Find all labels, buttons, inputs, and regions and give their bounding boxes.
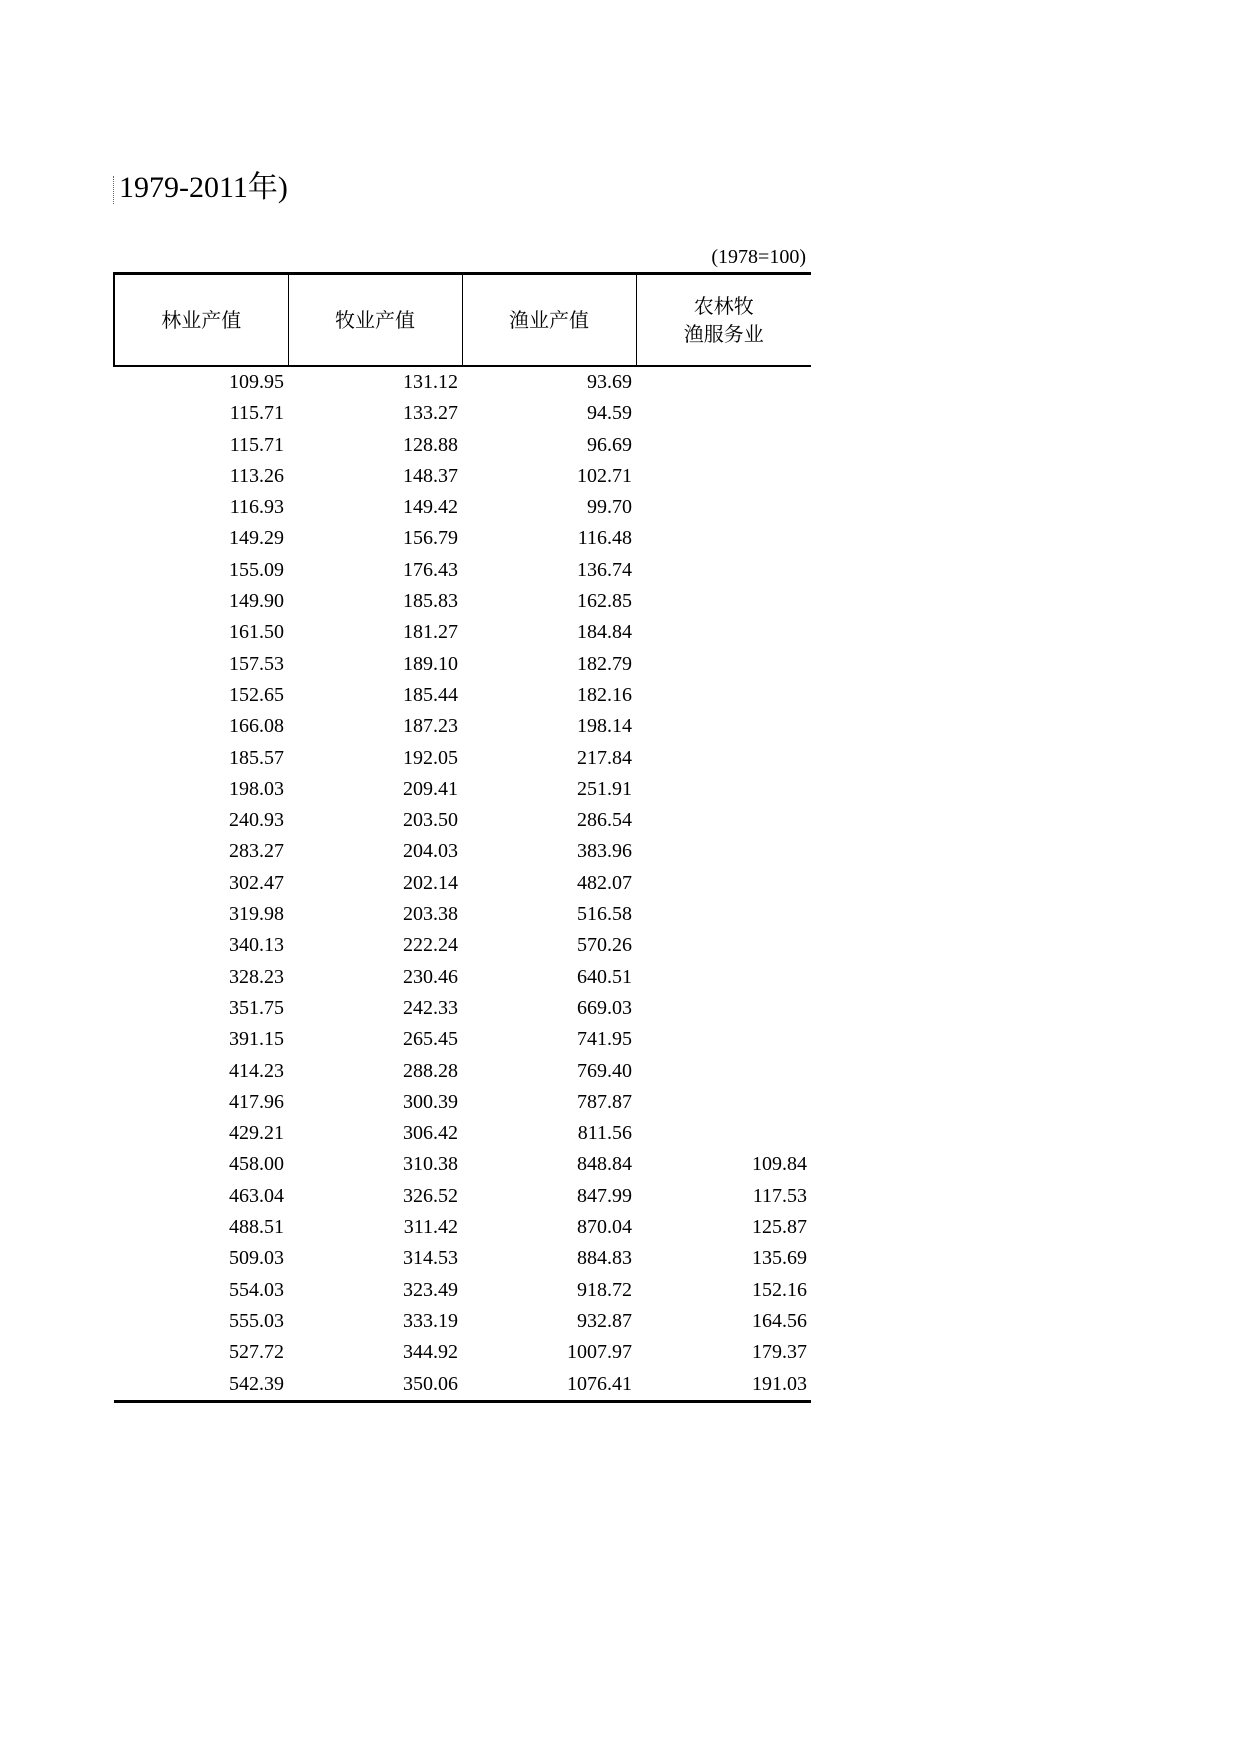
title-text: 1979-2011年) <box>119 171 288 204</box>
index-table <box>113 272 811 1403</box>
cell-animal-husbandry: 300.39 <box>403 1090 458 1113</box>
cell-fishery: 102.71 <box>577 464 632 487</box>
cell-services <box>636 555 811 586</box>
cell-forestry: 417.96 <box>229 1090 284 1113</box>
table-row <box>114 1056 811 1087</box>
cell-services: 152.16 <box>752 1278 807 1301</box>
cell-forestry: 113.26 <box>229 464 284 487</box>
cell-fishery: 1076.41 <box>462 1369 636 1402</box>
table-row <box>114 430 811 461</box>
cell-animal-husbandry: 333.19 <box>403 1309 458 1332</box>
index-table-container <box>113 272 810 1403</box>
cell-forestry: 488.51 <box>229 1216 284 1239</box>
table-row <box>114 868 811 899</box>
cell-animal-husbandry: 204.03 <box>403 840 458 863</box>
cell-animal-husbandry: 128.88 <box>403 433 458 456</box>
cell-services <box>636 805 811 836</box>
cell-forestry: 458.00 <box>229 1153 284 1176</box>
table-header <box>114 274 811 367</box>
clipped-text-edge <box>113 176 116 204</box>
cell-animal-husbandry: 187.23 <box>403 715 458 738</box>
cell-animal-husbandry: 326.52 <box>403 1184 458 1207</box>
cell-animal-husbandry: 149.42 <box>403 496 458 519</box>
cell-forestry: 116.93 <box>229 496 284 519</box>
cell-animal-husbandry: 148.37 <box>403 464 458 487</box>
table-row <box>114 962 811 993</box>
table-row <box>114 1024 811 1055</box>
cell-services <box>636 1087 811 1118</box>
cell-forestry: 157.53 <box>229 652 284 675</box>
header-services-line1: 农林牧 <box>693 294 754 318</box>
cell-forestry: 509.03 <box>229 1247 284 1270</box>
cell-services <box>636 1056 811 1087</box>
cell-services: 109.84 <box>752 1153 807 1176</box>
table-row <box>114 1337 811 1368</box>
cell-services <box>636 899 811 930</box>
cell-forestry: 149.90 <box>229 590 284 613</box>
cell-fishery: 769.40 <box>577 1059 632 1082</box>
header-animal-husbandry: 牧业产值 <box>288 274 462 367</box>
table-row <box>114 492 811 523</box>
cell-services <box>636 993 811 1024</box>
cell-fishery: 884.83 <box>577 1247 632 1270</box>
cell-forestry: 555.03 <box>229 1309 284 1332</box>
cell-animal-husbandry: 203.38 <box>403 903 458 926</box>
cell-fishery: 182.79 <box>577 652 632 675</box>
cell-forestry: 161.50 <box>229 621 284 644</box>
cell-services <box>636 430 811 461</box>
table-row <box>114 1369 811 1402</box>
table-row <box>114 649 811 680</box>
cell-animal-husbandry: 350.06 <box>288 1369 462 1402</box>
cell-animal-husbandry: 230.46 <box>403 965 458 988</box>
cell-fishery: 96.69 <box>587 433 632 456</box>
cell-services <box>636 836 811 867</box>
cell-services <box>636 649 811 680</box>
cell-animal-husbandry: 314.53 <box>403 1247 458 1270</box>
cell-animal-husbandry: 176.43 <box>403 558 458 581</box>
cell-animal-husbandry: 202.14 <box>403 871 458 894</box>
cell-services <box>636 617 811 648</box>
cell-forestry: 414.23 <box>229 1059 284 1082</box>
table-row <box>114 586 811 617</box>
cell-fishery: 198.14 <box>577 715 632 738</box>
cell-animal-husbandry: 306.42 <box>403 1122 458 1145</box>
cell-animal-husbandry: 344.92 <box>403 1341 458 1364</box>
cell-animal-husbandry: 156.79 <box>403 527 458 550</box>
cell-services: 125.87 <box>752 1216 807 1239</box>
cell-fishery: 848.84 <box>577 1153 632 1176</box>
cell-animal-husbandry: 189.10 <box>403 652 458 675</box>
cell-animal-husbandry: 311.42 <box>403 1216 458 1239</box>
cell-fishery: 787.87 <box>577 1090 632 1113</box>
cell-services <box>636 680 811 711</box>
header-row <box>114 274 811 367</box>
cell-forestry: 115.71 <box>229 402 284 425</box>
cell-forestry: 185.57 <box>229 746 284 769</box>
cell-services <box>636 930 811 961</box>
table-row <box>114 1149 811 1180</box>
cell-forestry: 149.29 <box>229 527 284 550</box>
cell-animal-husbandry: 203.50 <box>403 809 458 832</box>
table-row <box>114 805 811 836</box>
header-fishery: 渔业产值 <box>462 274 636 367</box>
cell-animal-husbandry: 185.83 <box>403 590 458 613</box>
cell-services <box>636 868 811 899</box>
cell-services <box>636 586 811 617</box>
cell-services <box>636 743 811 774</box>
cell-fishery: 251.91 <box>577 777 632 800</box>
table-row <box>114 523 811 554</box>
table-row <box>114 774 811 805</box>
header-services <box>636 274 811 367</box>
cell-services <box>636 711 811 742</box>
cell-animal-husbandry: 310.38 <box>403 1153 458 1176</box>
cell-fishery: 1007.97 <box>567 1341 632 1364</box>
cell-forestry: 302.47 <box>229 871 284 894</box>
table-row <box>114 930 811 961</box>
cell-forestry: 429.21 <box>229 1122 284 1145</box>
cell-services: 179.37 <box>752 1341 807 1364</box>
cell-animal-husbandry: 265.45 <box>403 1028 458 1051</box>
cell-forestry: 152.65 <box>229 683 284 706</box>
cell-services: 117.53 <box>752 1184 807 1207</box>
cell-forestry: 340.13 <box>229 934 284 957</box>
cell-fishery: 516.58 <box>577 903 632 926</box>
table-row <box>114 555 811 586</box>
cell-forestry: 328.23 <box>229 965 284 988</box>
table-row <box>114 743 811 774</box>
cell-forestry: 115.71 <box>229 433 284 456</box>
cell-forestry: 542.39 <box>114 1369 288 1402</box>
cell-fishery: 136.74 <box>577 558 632 581</box>
cell-services: 191.03 <box>636 1369 811 1402</box>
table-row <box>114 461 811 492</box>
cell-forestry: 166.08 <box>229 715 284 738</box>
base-year-note: (1978=100) <box>711 246 806 268</box>
cell-forestry: 283.27 <box>229 840 284 863</box>
table-row <box>114 1118 811 1149</box>
cell-fishery: 182.16 <box>577 683 632 706</box>
cell-services <box>636 492 811 523</box>
cell-services <box>636 398 811 429</box>
cell-forestry: 391.15 <box>229 1028 284 1051</box>
page-title <box>113 168 288 208</box>
cell-forestry: 109.95 <box>229 371 284 393</box>
cell-services <box>636 366 811 398</box>
cell-services: 135.69 <box>752 1247 807 1270</box>
cell-animal-husbandry: 323.49 <box>403 1278 458 1301</box>
cell-fishery: 741.95 <box>577 1028 632 1051</box>
cell-animal-husbandry: 181.27 <box>403 621 458 644</box>
cell-forestry: 240.93 <box>229 809 284 832</box>
cell-fishery: 570.26 <box>577 934 632 957</box>
table-row <box>114 1181 811 1212</box>
cell-fishery: 482.07 <box>577 871 632 894</box>
cell-fishery: 932.87 <box>577 1309 632 1332</box>
cell-forestry: 527.72 <box>229 1341 284 1364</box>
cell-services <box>636 962 811 993</box>
table-row <box>114 1243 811 1274</box>
table-row <box>114 398 811 429</box>
cell-fishery: 93.69 <box>587 371 632 393</box>
table-row <box>114 366 811 398</box>
table-row <box>114 836 811 867</box>
cell-fishery: 116.48 <box>577 527 632 550</box>
header-forestry: 林业产值 <box>114 274 288 367</box>
cell-services <box>636 461 811 492</box>
cell-services <box>636 523 811 554</box>
cell-animal-husbandry: 209.41 <box>403 777 458 800</box>
cell-services <box>636 774 811 805</box>
cell-forestry: 198.03 <box>229 777 284 800</box>
table-row <box>114 680 811 711</box>
cell-forestry: 463.04 <box>229 1184 284 1207</box>
cell-fishery: 162.85 <box>577 590 632 613</box>
table-body <box>114 366 811 1401</box>
cell-forestry: 155.09 <box>229 558 284 581</box>
cell-services: 164.56 <box>752 1309 807 1332</box>
cell-fishery: 217.84 <box>577 746 632 769</box>
cell-animal-husbandry: 222.24 <box>403 934 458 957</box>
cell-forestry: 351.75 <box>229 996 284 1019</box>
cell-fishery: 99.70 <box>587 496 632 519</box>
table-row <box>114 1212 811 1243</box>
cell-fishery: 383.96 <box>577 840 632 863</box>
cell-fishery: 870.04 <box>577 1216 632 1239</box>
table-row <box>114 1275 811 1306</box>
cell-fishery: 184.84 <box>577 621 632 644</box>
cell-animal-husbandry: 242.33 <box>403 996 458 1019</box>
cell-forestry: 319.98 <box>229 903 284 926</box>
cell-services <box>636 1024 811 1055</box>
table-row <box>114 899 811 930</box>
cell-animal-husbandry: 288.28 <box>403 1059 458 1082</box>
cell-fishery: 811.56 <box>577 1122 632 1145</box>
table-row <box>114 993 811 1024</box>
cell-fishery: 640.51 <box>577 965 632 988</box>
table-row <box>114 617 811 648</box>
cell-fishery: 669.03 <box>577 996 632 1019</box>
cell-fishery: 94.59 <box>587 402 632 425</box>
cell-animal-husbandry: 192.05 <box>403 746 458 769</box>
cell-forestry: 554.03 <box>229 1278 284 1301</box>
table-row <box>114 1087 811 1118</box>
table-row <box>114 711 811 742</box>
cell-fishery: 847.99 <box>577 1184 632 1207</box>
header-services-line2: 渔服务业 <box>683 322 764 346</box>
cell-animal-husbandry: 185.44 <box>403 683 458 706</box>
cell-fishery: 286.54 <box>577 809 632 832</box>
cell-animal-husbandry: 133.27 <box>403 402 458 425</box>
cell-fishery: 918.72 <box>577 1278 632 1301</box>
cell-services <box>636 1118 811 1149</box>
table-row <box>114 1306 811 1337</box>
cell-animal-husbandry: 131.12 <box>403 371 458 393</box>
